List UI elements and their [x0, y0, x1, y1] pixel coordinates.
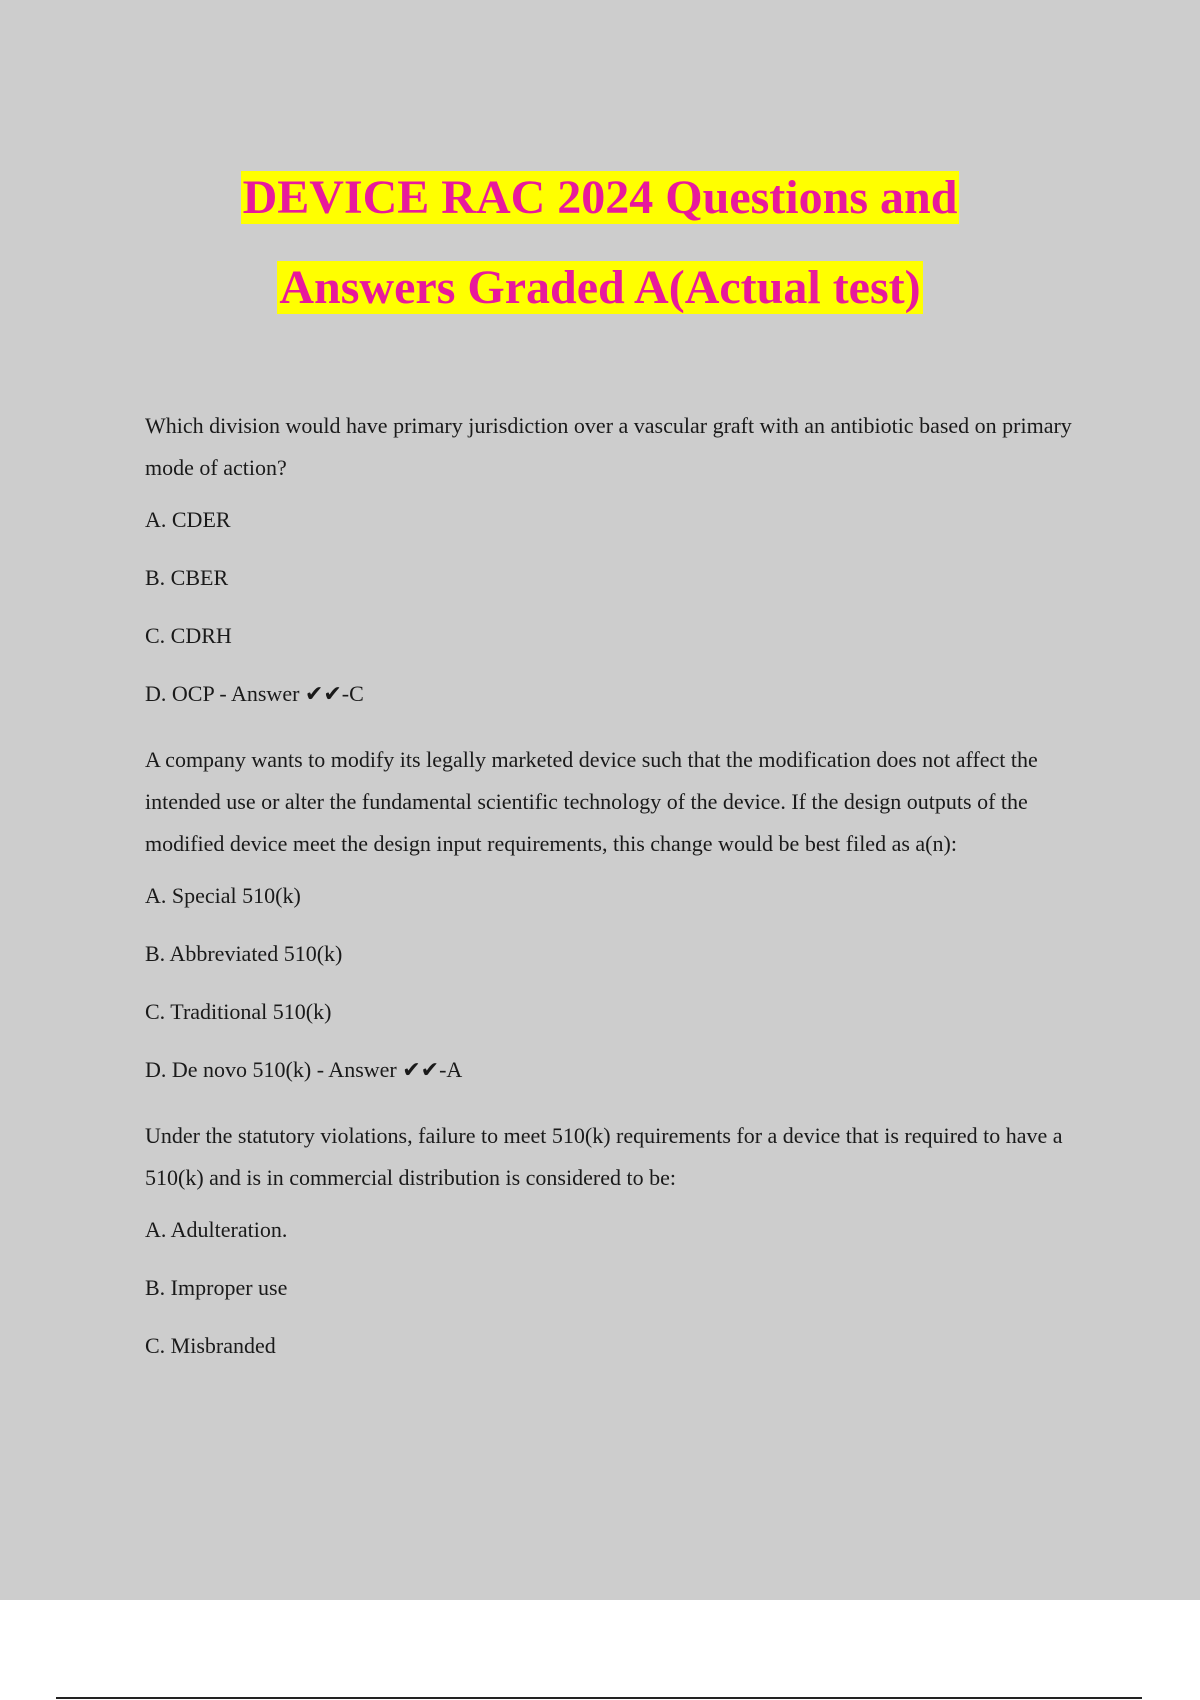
- question-text: A company wants to modify its legally marketed device such that the modification does not affect the intended use or alter the fundamental scientific technology of the device. If the design outputs of the modified device meet the design input requirements, this change would be best filed as a(n):: [145, 747, 1038, 856]
- title-line-1: [0, 168, 1200, 228]
- question-text: Which division would have primary jurisdiction over a vascular graft with an antibiotic based on primary mode of action?: [145, 413, 1072, 480]
- title-line-2: [0, 258, 1200, 318]
- title-line-2-text: Answers Graded A(Actual test): [279, 261, 921, 314]
- answer-option: A. Adulteration.: [145, 1217, 288, 1242]
- answer-option: A. CDER: [145, 507, 231, 532]
- questions-list: [145, 405, 1095, 1389]
- question-text: Under the statutory violations, failure to meet 510(k) requirements for a device that is required to have a 510(k) and is in commercial distribution is considered to be:: [145, 1123, 1063, 1190]
- answer-option: B. Improper use: [145, 1275, 288, 1300]
- answer-option: B. CBER: [145, 565, 229, 590]
- footer-divider: [56, 1697, 1142, 1699]
- title-line-1-text: DEVICE RAC 2024 Questions and: [242, 171, 958, 224]
- question-block: [145, 1115, 1095, 1389]
- document-title: [0, 168, 1200, 318]
- answer-option: A. Special 510(k): [145, 883, 301, 908]
- answer-option: C. Misbranded: [145, 1333, 276, 1358]
- question-block: [145, 405, 1095, 739]
- answer-option: B. Abbreviated 510(k): [145, 941, 343, 966]
- question-block: [145, 739, 1095, 1115]
- answer-option: C. Traditional 510(k): [145, 999, 332, 1024]
- answer-option: D. OCP - Answer ✔✔-C: [145, 681, 364, 706]
- answer-option: C. CDRH: [145, 623, 232, 648]
- answer-option: D. De novo 510(k) - Answer ✔✔-A: [145, 1057, 463, 1082]
